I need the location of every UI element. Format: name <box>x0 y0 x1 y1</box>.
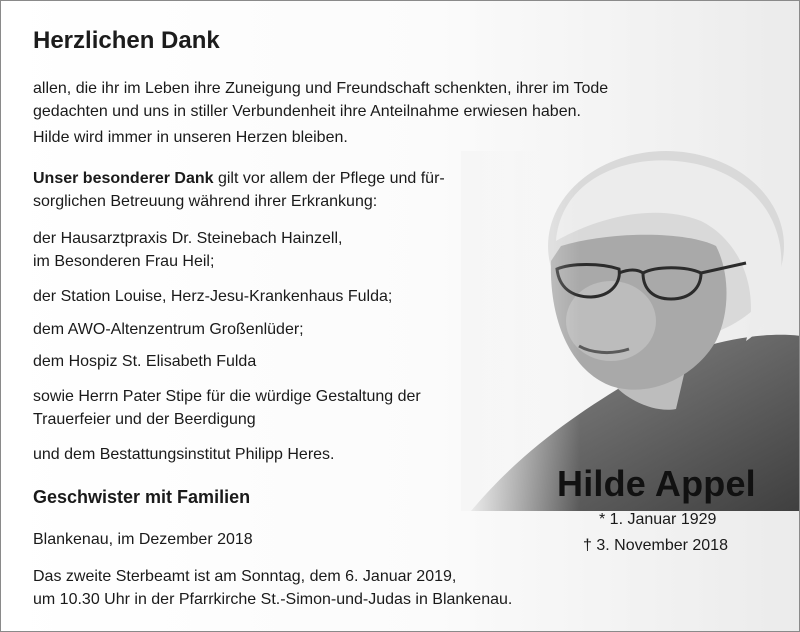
place-date: Blankenau, im Dezember 2018 <box>33 531 253 548</box>
item-pater-line-2: Trauerfeier und der Beerdigung <box>33 411 256 428</box>
intro-line-3: Hilde wird immer in unseren Herzen bleiben. <box>33 129 348 146</box>
death-date: † 3. November 2018 <box>583 537 728 554</box>
intro-line-2: gedachten und uns in stiller Verbundenheit ihre Anteilnahme erwiesen haben. <box>33 103 581 120</box>
thanks-rest: gilt vor allem der Pflege und für- <box>213 170 445 187</box>
thanks-line-2: sorglichen Betreuung während ihrer Erkrankung: <box>33 193 378 210</box>
portrait-photo <box>461 151 800 511</box>
item-hospiz: dem Hospiz St. Elisabeth Fulda <box>33 353 257 370</box>
thanks-bold: Unser besonderer Dank <box>33 170 214 187</box>
item-doctor-line-1: der Hausarztpraxis Dr. Steinebach Hainzell, <box>33 230 343 247</box>
deceased-name: Hilde Appel <box>557 463 756 504</box>
item-pater-line-1: sowie Herrn Pater Stipe für die würdige Gestaltung der <box>33 388 421 405</box>
item-awo: dem AWO-Altenzentrum Großenlüder; <box>33 321 304 338</box>
thanks-line-1 <box>33 167 445 190</box>
item-bestatter: und dem Bestattungsinstitut Philipp Heres. <box>33 446 335 463</box>
birth-date: * 1. Januar 1929 <box>599 511 717 528</box>
item-station: der Station Louise, Herz-Jesu-Krankenhaus Fulda; <box>33 288 393 305</box>
mass-line-2: um 10.30 Uhr in der Pfarrkirche St.-Simon-und-Judas in Blankenau. <box>33 591 513 608</box>
signature: Geschwister mit Familien <box>33 487 251 507</box>
item-doctor-line-2: im Besonderen Frau Heil; <box>33 253 215 270</box>
heading-title: Herzlichen Dank <box>33 27 220 54</box>
intro-line-1: allen, die ihr im Leben ihre Zuneigung und Freundschaft schenkten, ihrer im Tode <box>33 80 609 97</box>
mass-line-1: Das zweite Sterbeamt ist am Sonntag, dem 6. Januar 2019, <box>33 568 457 585</box>
